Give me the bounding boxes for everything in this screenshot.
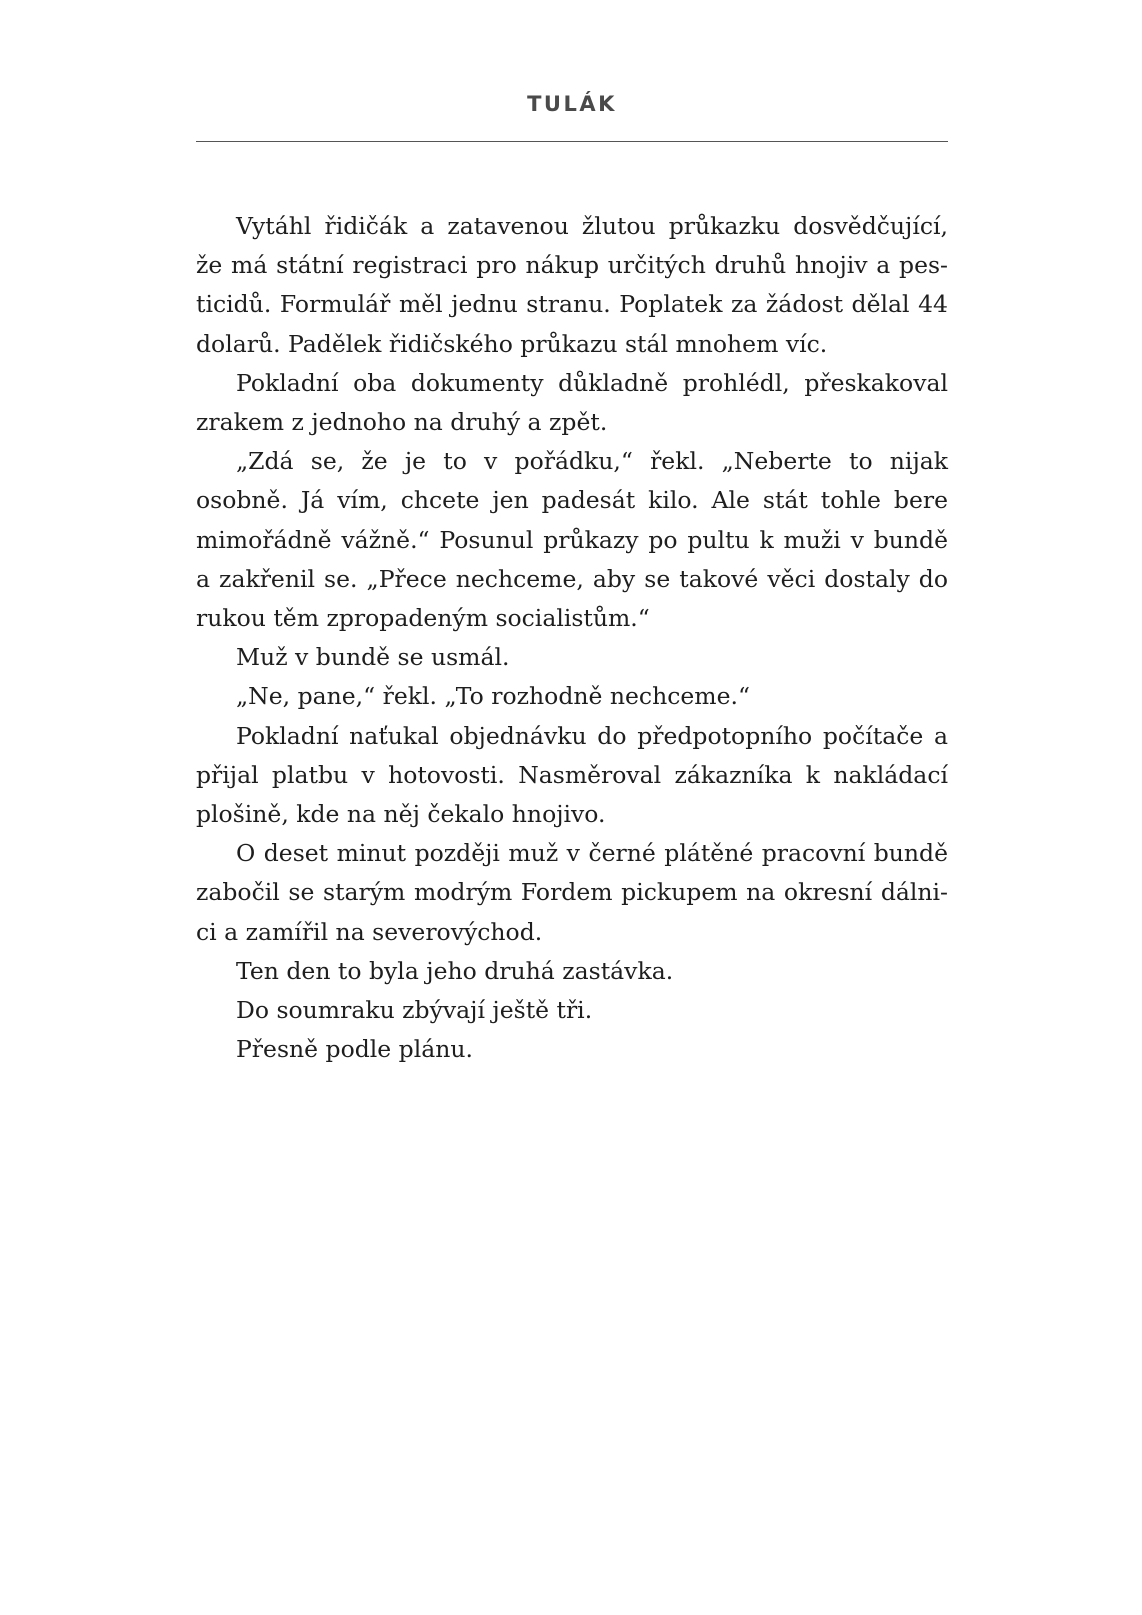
paragraph: Pokladní oba dokumenty důkladně prohlédl, přeskakoval zrakem z jednoho na druhý a zpět.	[196, 368, 948, 437]
paragraph: Vytáhl řidičák a zatavenou žlutou průkazku dosvědčující, že má státní registraci pro nákup určitých druhů hnojiv a pesticidů. Formulář měl jednu stranu. Poplatek za žádost dělal 44 dolarů. Padělek řidičského průkazu stál mnohem víc.	[196, 212, 948, 358]
paragraph: Přesně podle plánu.	[236, 1035, 473, 1064]
running-head-title: TULÁK	[527, 92, 617, 116]
header-divider	[196, 141, 948, 142]
paragraph: Muž v bundě se usmál.	[236, 643, 510, 672]
paragraph: Do soumraku zbývají ještě tři.	[236, 996, 593, 1025]
paragraph: Ten den to byla jeho druhá zastávka.	[236, 956, 674, 985]
paragraph: „Ne, pane,“ řekl. „To rozhodně nechceme.“	[236, 682, 750, 711]
body-text	[196, 207, 948, 1069]
paragraph: O deset minut později muž v černé plátěné pracovní bundě zabočil se starým modrým Fordem pickupem na okresní dálnici a zamířil na severovýchod.	[196, 839, 948, 946]
paragraph: Pokladní naťukal objednávku do předpotopního počítače a přijal platbu v hotovosti. Nasměroval zákazníka k nakládací plošině, kde na něj čekalo hnojivo.	[196, 721, 948, 829]
paragraph: „Zdá se, že je to v pořádku,“ řekl. „Neberte to nijak osobně. Já vím, chcete jen padesát kilo. Ale stát tohle bere mimořádně vážně.“ Posunul průkazy po pultu k muži v bundě a zakřenil se. „Přece nechceme, aby se takové věci dostaly do rukou těm zpropadeným socialistům.“	[196, 447, 948, 633]
